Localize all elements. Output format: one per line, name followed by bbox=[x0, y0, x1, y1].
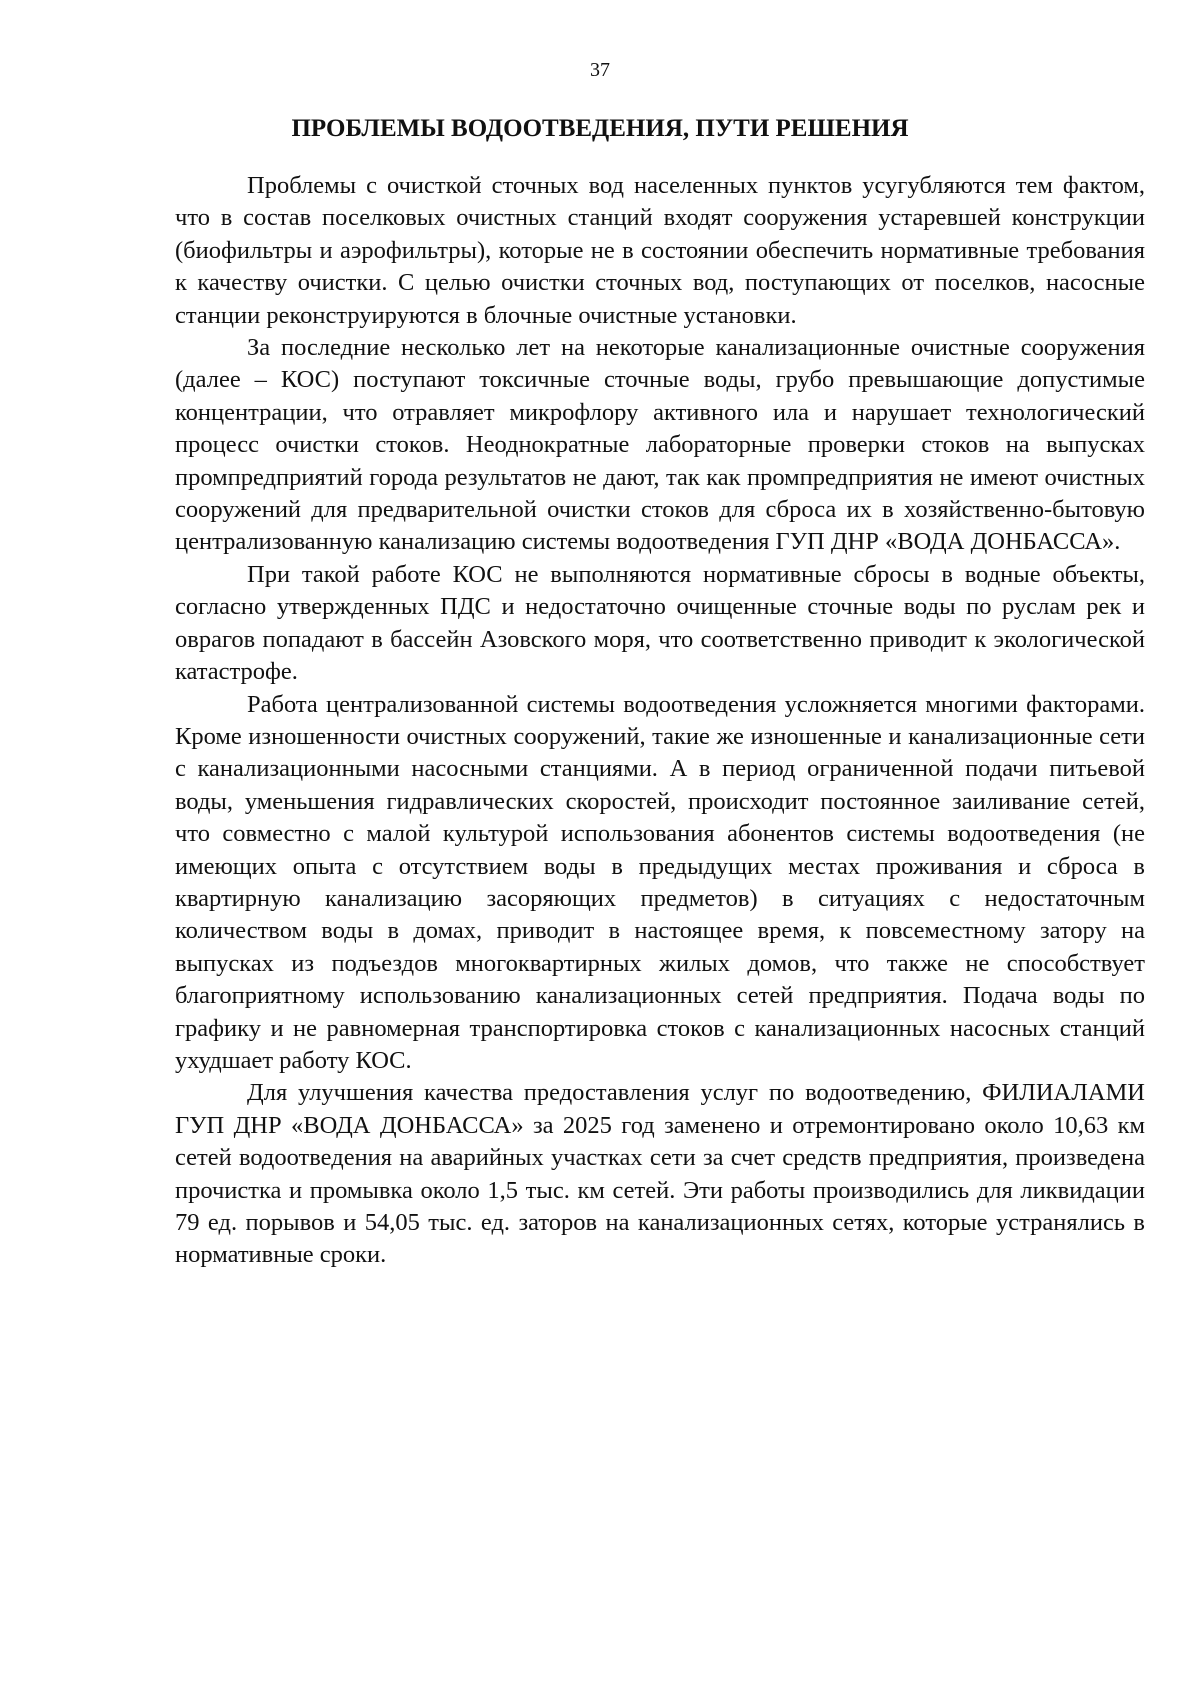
paragraph: Для улучшения качества предоставления услуг по водоотведению, ФИЛИАЛАМИ ГУП ДНР «ВОДА ДОНБАССА» за 2025 год заменено и отремонтировано около 10,63 км сетей водоотведения на аварийных участках сети за счет средств предприятия, произведена прочистка и промывка около 1,5 тыс. км сетей. Эти работы производились для ликвидации 79 ед. порывов и 54,05 тыс. ед. заторов на канализационных сетях, которые устранялись в нормативные сроки. bbox=[175, 1079, 1145, 1269]
body-text bbox=[175, 170, 1145, 1272]
section-title: ПРОБЛЕМЫ ВОДООТВЕДЕНИЯ, ПУТИ РЕШЕНИЯ bbox=[291, 115, 909, 142]
page-number: 37 bbox=[590, 59, 610, 81]
paragraph: Проблемы с очисткой сточных вод населенных пунктов усугубляются тем фактом, что в состав поселковых очистных станций входят сооружения устаревшей конструкции (биофильтры и аэрофильтры), которые не в состоянии обеспечить нормативные требования к качеству очистки. С целью очистки сточных вод, поступающих от поселков, насосные станции реконструируются в блочные очистные установки. bbox=[175, 172, 1145, 329]
paragraph: При такой работе КОС не выполняются нормативные сбросы в водные объекты, согласно утвержденных ПДС и недостаточно очищенные сточные воды по руслам рек и оврагов попадают в бассейн Азовского моря, что соответственно приводит к экологической катастрофе. bbox=[175, 560, 1145, 686]
paragraph: За последние несколько лет на некоторые канализационные очистные сооружения (далее – КОС) поступают токсичные сточные воды, грубо превышающие допустимые концентрации, что отравляет микрофлору активного ила и нарушает технологический процесс очистки стоков. Неоднократные лабораторные проверки стоков на выпусках промпредприятий города результатов не дают, так как промпредприятия не имеют очистных сооружений для предварительной очистки стоков для сброса их в хозяйственно-бытовую централизованную канализацию системы водоотведения ГУП ДНР «ВОДА ДОНБАССА». bbox=[175, 334, 1145, 556]
paragraph: Работа централизованной системы водоотведения усложняется многими факторами. Кроме изношенности очистных сооружений, такие же изношенные и канализационные сети с канализационными насосными станциями. А в период ограниченной подачи питьевой воды, уменьшения гидравлических скоростей, происходит постоянное заиливание сетей, что совместно с малой культурой использования абонентов системы водоотведения (не имеющих опыта с отсутствием воды в предыдущих местах проживания и сброса в квартирную канализацию засоряющих предметов) в ситуациях с недостаточным количеством воды в домах, приводит в настоящее время, к повсеместному затору на выпусках из подъездов многоквартирных жилых домов, что также не способствует благоприятному использованию канализационных сетей предприятия. Подача воды по графику и не равномерная транспортировка стоков с канализационных насосных станций ухудшает работу КОС. bbox=[175, 690, 1145, 1074]
